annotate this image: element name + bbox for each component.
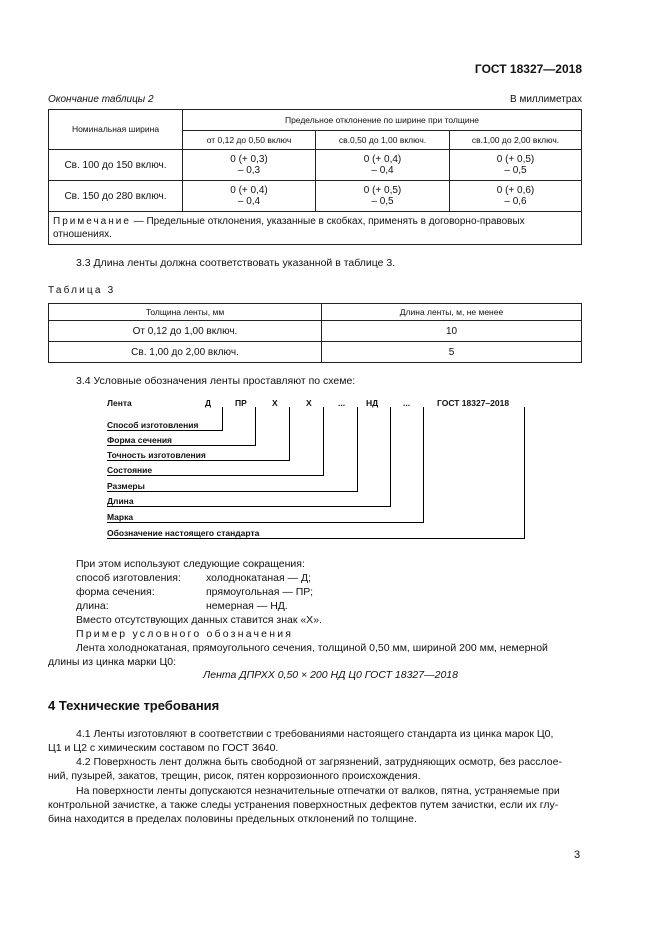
example-text: Лента холоднокатаная, прямоугольного сечения, толщиной 0,50 мм, шириной 200 мм, немерной — [76, 642, 548, 654]
paragraph-4-2: 4.2 Поверхность лент должна быть свободной от загрязнений, затрудняющих осмотр, без расслое- — [76, 756, 562, 768]
section-4-title: 4 Технические требования — [48, 698, 220, 713]
paragraph-3-4: 3.4 Условные обозначения ленты проставляют по схеме: — [76, 375, 356, 387]
scheme-label: Способ изготовления — [107, 420, 199, 430]
paragraph-4-3: бина находится в пределах половины предельных отклонений по толщине. — [48, 813, 417, 825]
page-number: 3 — [574, 849, 581, 861]
scheme-label: Состояние — [107, 465, 153, 475]
table2-note — [49, 212, 582, 245]
document-code: ГОСТ 18327—2018 — [474, 62, 582, 76]
scheme-token: Х — [272, 398, 278, 408]
table-cell: От 0,12 до 1,00 включ. — [49, 321, 322, 342]
table2-row-label: Св. 100 до 150 включ. — [49, 150, 183, 181]
note-text: — Предельные отклонения, указанные в скобках, применять в договорно-правовых отношениях. — [53, 216, 525, 240]
table-cell: 0 (+ 0,4) – 0,4 — [183, 181, 316, 212]
table2-header-nominal: Номинальная ширина — [49, 110, 183, 150]
paragraph-3-3: 3.3 Длина ленты должна соответствовать указанной в таблице 3. — [76, 257, 396, 269]
scheme-label: Длина — [107, 496, 134, 506]
table2-units: В миллиметрах — [510, 94, 582, 105]
paragraph-4-3: контрольной зачистке, а также следы устранения поверхностных дефектов путем зачистки, если их глу- — [48, 799, 559, 811]
scheme-token: ... — [338, 398, 346, 408]
table3-caption: Таблица 3 — [48, 285, 116, 296]
table-cell: 0 (+ 0,5) – 0,5 — [316, 181, 450, 212]
table2-subheader: св.0,50 до 1,00 включ. — [316, 131, 450, 150]
abbr-term: способ изготовления: — [76, 572, 181, 584]
table-cell: 5 — [322, 342, 582, 363]
table2-subheader: св.1,00 до 2,00 включ. — [450, 131, 582, 150]
paragraph-4-2: ний, пузырей, закатов, трещин, рисок, пятен коррозионного происхождения. — [48, 770, 421, 782]
scheme-token: ПР — [235, 398, 247, 408]
table2-subheader: от 0,12 до 0,50 включ — [183, 131, 316, 150]
table-cell: 0 (+ 0,5) – 0,5 — [450, 150, 582, 181]
table3-header: Длина ленты, м, не менее — [322, 304, 582, 321]
abbr-term: длина: — [76, 600, 109, 612]
table-cell: 0 (+ 0,3) – 0,3 — [183, 150, 316, 181]
scheme-token: ... — [403, 398, 411, 408]
paragraph-4-1: Ц1 и Ц2 с химическим составом по ГОСТ 3640. — [48, 742, 279, 754]
table-row — [49, 150, 582, 181]
abbr-term: форма сечения: — [76, 586, 155, 598]
table2-header-group: Предельное отклонение по ширине при толщине — [183, 110, 582, 131]
table-row — [49, 342, 582, 363]
scheme-token: Д — [205, 398, 212, 408]
table-row — [49, 321, 582, 342]
abbr-value: немерная — НД. — [206, 600, 288, 612]
scheme-label: Обозначение настоящего стандарта — [107, 528, 260, 538]
scheme-token: НД — [366, 398, 379, 408]
paragraph-4-1: 4.1 Ленты изготовляют в соответствии с требованиями настоящего стандарта из цинка марок Ц0, — [76, 728, 554, 740]
table-cell: Св. 1,00 до 2,00 включ. — [49, 342, 322, 363]
scheme-token: Х — [306, 398, 312, 408]
note-label: Примечание — [53, 216, 131, 227]
table3 — [48, 303, 582, 363]
table3-header: Толщина ленты, мм — [49, 304, 322, 321]
table2-caption: Окончание таблицы 2 — [48, 94, 154, 105]
abbr-intro: При этом используют следующие сокращения: — [76, 558, 305, 570]
abbr-value: прямоугольная — ПР; — [206, 586, 313, 598]
table2-row-label: Св. 150 до 280 включ. — [49, 181, 183, 212]
scheme-label: Точность изготовления — [107, 450, 206, 460]
example-title: Пример условного обозначения — [76, 628, 294, 640]
table-cell: 10 — [322, 321, 582, 342]
paragraph-4-3: На поверхности ленты допускаются незначительные отпечатки от валков, пятна, устраняемые при — [76, 785, 560, 797]
table-cell: 0 (+ 0,6) – 0,6 — [450, 181, 582, 212]
scheme-label: Форма сечения — [107, 435, 173, 445]
table-cell: 0 (+ 0,4) – 0,4 — [316, 150, 450, 181]
scheme-token: Лента — [107, 398, 132, 408]
scheme-label: Размеры — [107, 481, 145, 491]
scheme-label: Марка — [107, 512, 134, 522]
abbr-missing-note: Вместо отсутствующих данных ставится знак «Х». — [76, 614, 322, 626]
table-row — [49, 181, 582, 212]
scheme-token: ГОСТ 18327–2018 — [437, 398, 510, 408]
table2 — [48, 109, 582, 245]
example-formula: Лента ДПРХХ 0,50 × 200 НД Ц0 ГОСТ 18327—2018 — [203, 669, 458, 681]
example-text: длины из цинка марки Ц0: — [48, 656, 177, 668]
abbr-value: холоднокатаная — Д; — [206, 572, 312, 584]
